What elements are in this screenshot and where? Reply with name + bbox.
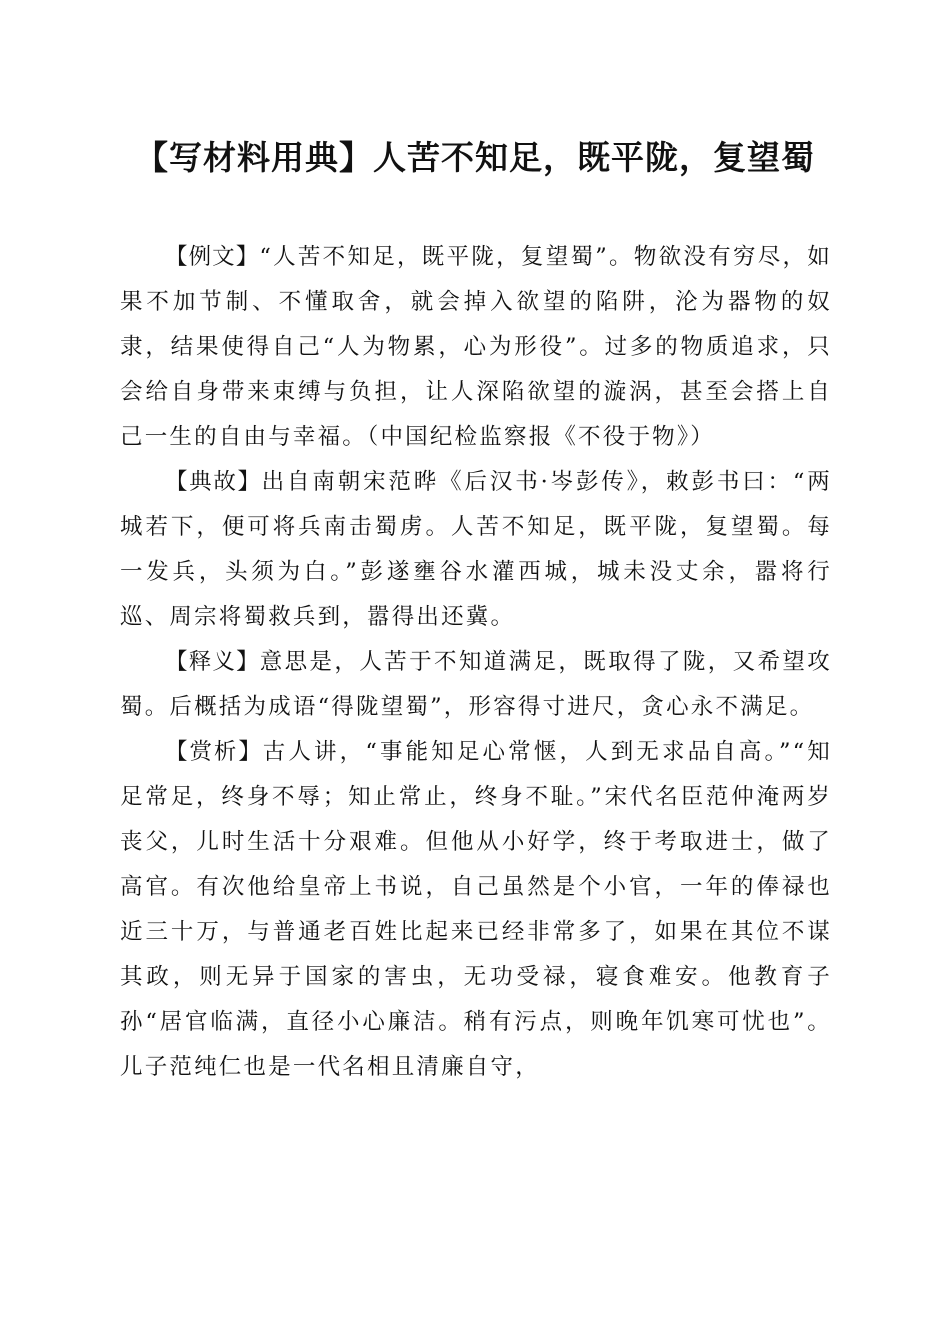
paragraph-text: 出自南朝宋范晔《后汉书·岑彭传》，敕彭书曰：“两城若下，便可将兵南击蜀虏。人苦不知足，既平陇，复望蜀。每一发兵，头须为白。”彭遂壅谷水灌西城，城未没丈余，嚣将行巡、周宗将蜀救兵到，嚣得出还冀。	[120, 469, 832, 630]
paragraph-label: 【例文】	[165, 244, 260, 270]
paragraph-label: 【典故】	[165, 469, 262, 495]
document-title: 【写材料用典】人苦不知足，既平陇，复望蜀	[135, 138, 815, 177]
paragraph-label: 【释义】	[165, 649, 260, 675]
paragraph-text: 古人讲，“事能知足心常惬，人到无求品自高。”“知足常足，终身不辱；知止常止，终身不耻。”宋代名臣范仲淹两岁丧父，儿时生活十分艰难。但他从小好学，终于考取进士，做了高官。有次他给皇帝上书说，自己虽然是个小官，一年的俸禄也近三十万，与普通老百姓比起来已经非常多了，如果在其位不谋其政，则无异于国家的害虫，无功受禄，寝食难安。他教育子孙“居官临满，直径小心廉洁。稍有污点，则晚年饥寒可忧也”。儿子范纯仁也是一代名相且清廉自守，	[120, 739, 832, 1080]
paragraph-text: 意思是，人苦于不知道满足，既取得了陇，又希望攻蜀。后概括为成语“得陇望蜀”，形容得寸进尺，贪心永不满足。	[120, 649, 832, 720]
paragraph-appreciation	[120, 730, 832, 1090]
paragraph-example	[120, 235, 832, 460]
paragraph-meaning	[120, 640, 832, 730]
paragraph-text: “人苦不知足，既平陇，复望蜀”。物欲没有穷尽，如果不加节制、不懂取舍，就会掉入欲望的陷阱，沦为器物的奴隶，结果使得自己“人为物累，心为形役”。过多的物质追求，只会给自身带来束缚与负担，让人深陷欲望的漩涡，甚至会搭上自己一生的自由与幸福。（中国纪检监察报《不役于物》）	[120, 244, 832, 450]
paragraph-allusion	[120, 460, 832, 640]
document-body	[120, 235, 832, 1090]
paragraph-label: 【赏析】	[165, 739, 263, 765]
